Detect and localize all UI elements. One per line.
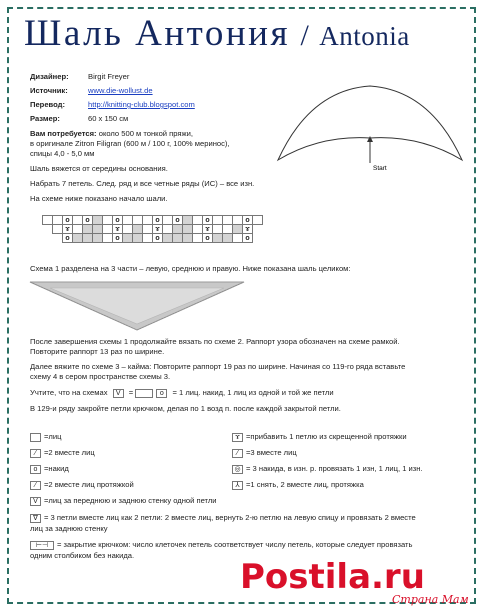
ssk-symbol-icon: ⁄: [30, 481, 41, 490]
start-label: Start: [373, 165, 387, 172]
triple-yarn-over-symbol-icon: ◎: [232, 465, 243, 474]
legend-item-kfb: V =лиц за переднюю и заднюю стенку одной петли: [30, 496, 217, 506]
translation-label: Перевод:: [30, 100, 65, 109]
legend-item-k2tog: ⁄ =2 вместе лиц: [30, 448, 95, 458]
legend-item-k3tog: ⁄ =3 вместе лиц: [232, 448, 297, 458]
shawl-full-image: [28, 278, 246, 332]
materials-label: Вам потребуется:: [30, 129, 97, 138]
materials-line3: спицы 4,0 - 5,0 мм: [30, 149, 95, 158]
instruction-2: Набрать 7 петель. След. ряд и все четные ряды (ИС) – все изн.: [30, 179, 255, 188]
legend-item-sk2p: ⅄ =1 снять, 2 вместе лиц, протяжка: [232, 480, 364, 490]
size-label: Размер:: [30, 114, 60, 123]
instruction-8: В 129-и ряду закройте петли крючком, делая по 1 возд п. после каждой закрытой петли.: [30, 404, 341, 413]
title-separator: /: [300, 19, 309, 52]
designer-label: Дизайнер:: [30, 72, 69, 81]
instruction-6b: схему 4 в сером пространстве схемы 3.: [30, 372, 171, 381]
strana-mam-watermark: Страна Мам: [392, 593, 469, 606]
legend-item-yarn-over: o =накид: [30, 464, 69, 474]
empty-box-inline: [135, 389, 153, 398]
k3-as-2-symbol-icon: ∇: [30, 514, 41, 523]
kfb-symbol-inline: V: [113, 389, 124, 398]
title-en: Antonia: [319, 21, 410, 51]
instruction-7: Учтите, что на схемах V = o = 1 лиц. накид, 1 лиц из одной и той же петли: [30, 388, 334, 397]
title-ru: Шаль Антония: [24, 13, 290, 54]
legend-item-crochet-bindoff: ⊢⊣ = закрытие крючком: число клеточек петель соответствует числу петель, которые следует провязать: [30, 540, 413, 550]
legend-item-ssk: ⁄ =2 вместе лиц протяжкой: [30, 480, 134, 490]
instruction-7-b: = 1 лиц. накид, 1 лиц из одной и той же петли: [172, 388, 334, 397]
instruction-3: На схеме ниже показано начало шали.: [30, 194, 168, 203]
legend-item-knit: =лиц: [30, 432, 61, 442]
legend-item-triple-yarn-over: ◎ = 3 накида, в изн. р. провязать 1 изн, 1 лиц, 1 изн.: [232, 464, 423, 474]
twisted-increase-symbol-icon: ɤ: [232, 433, 243, 442]
designer-value: Birgit Freyer: [88, 72, 130, 81]
instruction-5b: Повторите раппорт 13 раз по ширине.: [30, 347, 165, 356]
materials-line2: в оригинале Zitron Filigran (600 м / 100 г, 100% меринос),: [30, 139, 230, 148]
legend-item-k3-as-2-cont: лиц за заднюю стенку: [30, 524, 108, 533]
instruction-6a: Далее вяжите по схеме 3 – кайма: Повторите раппорт 19 раз по ширине. Начиная со 119-го ряда вставьте: [30, 362, 406, 371]
instruction-7-a: Учтите, что на схемах: [30, 388, 108, 397]
postila-watermark: Postila.ru: [240, 557, 425, 597]
kfb-symbol-icon: V: [30, 497, 41, 506]
size-value: 60 x 150 см: [88, 114, 129, 123]
k2tog-symbol-icon: ⁄: [30, 449, 41, 458]
translation-link[interactable]: http://knitting-club.blogspot.com: [88, 100, 195, 109]
source-link[interactable]: www.die-wollust.de: [88, 86, 153, 95]
page-title: [24, 12, 410, 55]
materials: [30, 129, 193, 139]
legend-item-twisted-increase: ɤ =прибавить 1 петлю из скрещенной протяжки: [232, 432, 407, 442]
sk2p-symbol-icon: ⅄: [232, 481, 243, 490]
instruction-4: Схема 1 разделена на 3 части – левую, среднюю и правую. Ниже показана шаль целиком:: [30, 264, 351, 273]
legend-item-crochet-bindoff-cont: одним столбиком без накида.: [30, 551, 135, 560]
start-chart: o o o o o o o ɤ ɤ ɤ ɤ ɤ o o o o o: [42, 215, 263, 243]
materials-line1: около 500 м тонкой пряжи,: [98, 129, 193, 138]
yarn-over-inline: o: [156, 389, 167, 398]
instruction-5a: После завершения схемы 1 продолжайте вязать по схеме 2. Раппорт узора обозначен на схеме рамкой.: [30, 337, 400, 346]
legend-item-k3-as-2: ∇ = 3 петли вместе лиц как 2 петли: 2 вместе лиц, вернуть 2-ю петлю на левую спицу и провязать 2 вместе: [30, 513, 416, 523]
yarn-over-symbol-icon: o: [30, 465, 41, 474]
shawl-shape-diagram: [270, 80, 470, 180]
k3tog-symbol-icon: ⁄: [232, 449, 243, 458]
knit-symbol-icon: [30, 433, 41, 442]
crochet-bindoff-symbol-icon: ⊢⊣: [30, 541, 54, 550]
instruction-1: Шаль вяжется от середины основания.: [30, 164, 168, 173]
source-label: Источник:: [30, 86, 68, 95]
